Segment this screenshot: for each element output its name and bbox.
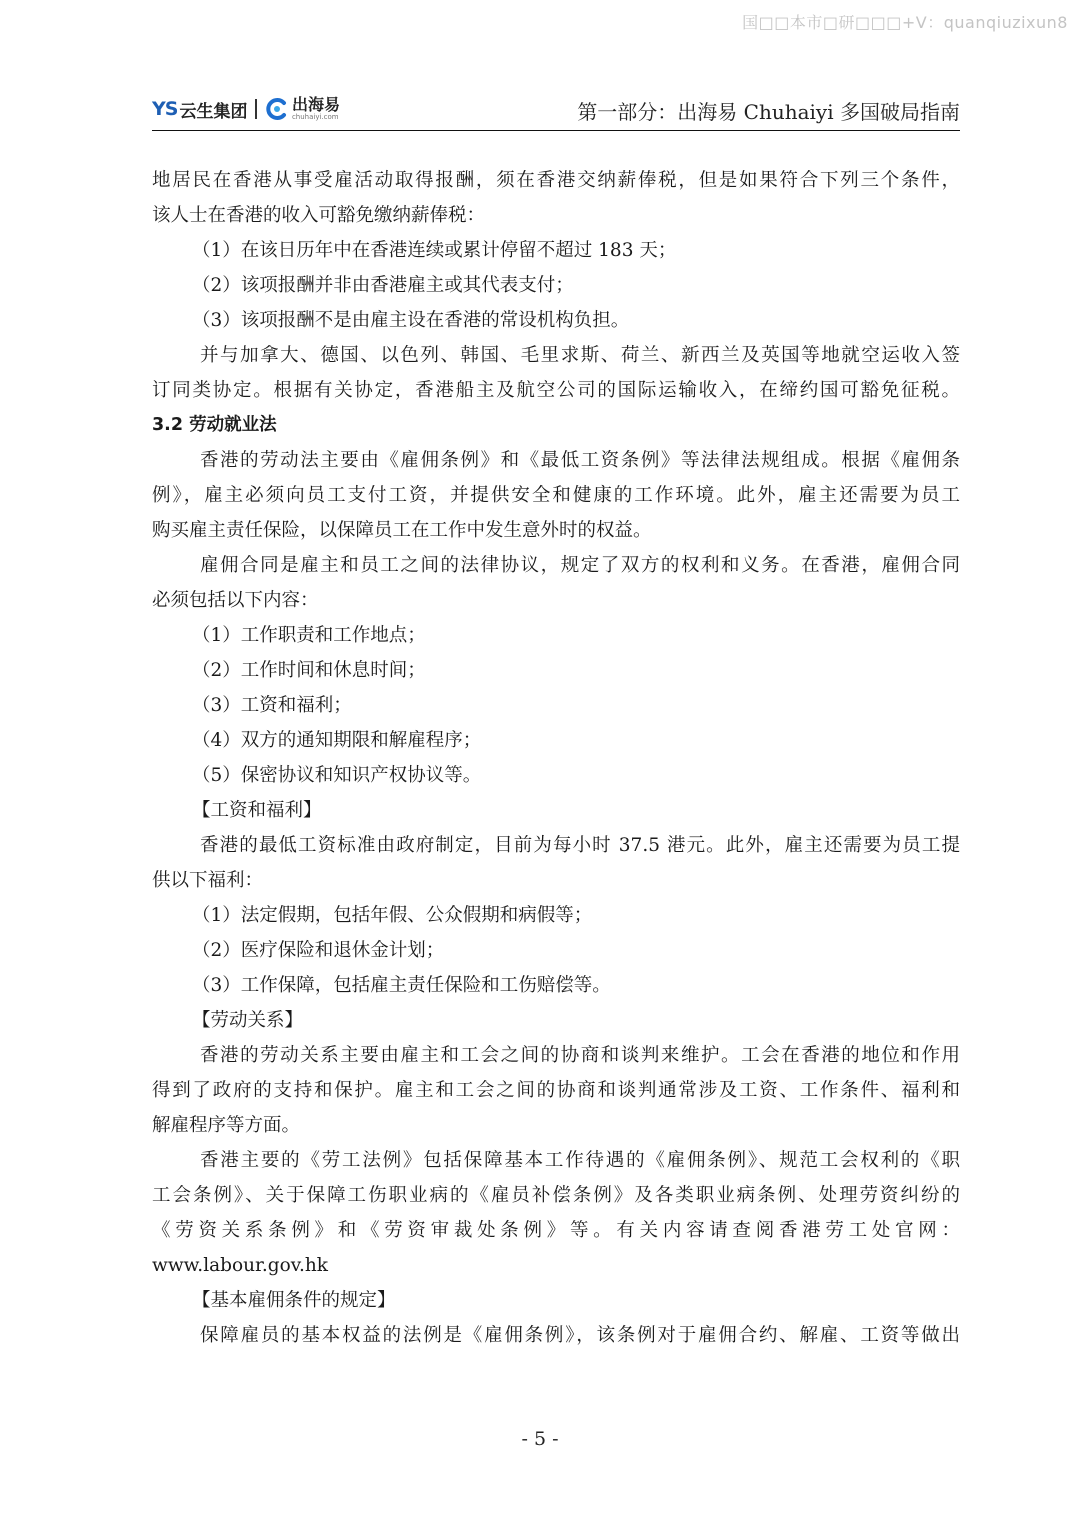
text-line: 工会条例》、关于保障工伤职业病的《雇员补偿条例》及各类职业病条例、处理劳资纠纷的 <box>152 1185 960 1206</box>
text-line: （5）保密协议和知识产权协议等。 <box>192 765 482 786</box>
section-heading: 3.2 劳动就业法 <box>152 415 277 435</box>
text-line: （3）工作保障，包括雇主责任保险和工伤赔偿等。 <box>192 975 611 996</box>
page-header <box>152 92 960 131</box>
text-line: （2）工作时间和休息时间； <box>192 660 426 681</box>
ys-logo-mark: YS <box>152 98 178 120</box>
text-line: 【基本雇佣条件的规定】 <box>192 1290 396 1311</box>
text-line: 购买雇主责任保险，以保障员工在工作中发生意外时的权益。 <box>152 520 652 541</box>
watermark: 国□□本市□研□□□+V：quanqiuzixun8 <box>742 13 1068 32</box>
text-line: 香港的劳动法主要由《雇佣条例》和《最低工资条例》等法律法规组成。根据《雇佣条 <box>200 450 960 471</box>
text-line: 地居民在香港从事受雇活动取得报酬，须在香港交纳薪俸税，但是如果符合下列三个条件， <box>152 170 960 191</box>
logo-group-name: 云生集团 <box>179 101 248 122</box>
logo-brand-name: 出海易 <box>291 95 340 114</box>
page-number: - 5 - <box>521 1428 559 1450</box>
text-line: （2）医疗保险和退休金计划； <box>192 940 445 961</box>
text-line: （1）法定假期，包括年假、公众假期和病假等； <box>192 905 593 926</box>
text-line: 雇佣合同是雇主和员工之间的法律协议，规定了双方的权利和义务。在香港，雇佣合同 <box>200 555 960 576</box>
text-line: 并与加拿大、德国、以色列、韩国、毛里求斯、荷兰、新西兰及英国等地就空运收入签 <box>200 345 960 366</box>
logo-divider <box>255 99 257 119</box>
text-line: 得到了政府的支持和保护。雇主和工会之间的协商和谈判通常涉及工资、工作条件、福利和 <box>152 1080 960 1101</box>
text-line: 例》，雇主必须向员工支付工资，并提供安全和健康的工作环境。此外，雇主还需要为员工 <box>152 485 960 506</box>
text-line: 香港的劳动关系主要由雇主和工会之间的协商和谈判来维护。工会在香港的地位和作用 <box>200 1045 960 1066</box>
text-line: 解雇程序等方面。 <box>152 1115 301 1136</box>
company-logo <box>152 94 340 124</box>
text-line: 必须包括以下内容： <box>152 590 319 611</box>
text-line: 《劳资关系条例》和《劳资审裁处条例》等。有关内容请查阅香港劳工处官网： <box>152 1220 960 1241</box>
text-line: （1）工作职责和工作地点； <box>192 625 426 646</box>
text-line: 【劳动关系】 <box>192 1010 304 1031</box>
text-line: （3）该项报酬不是由雇主设在香港的常设机构负担。 <box>192 310 630 331</box>
text-line: 香港主要的《劳工法例》包括保障基本工作待遇的《雇佣条例》、规范工会权利的《职 <box>200 1150 960 1171</box>
chuhaiyi-logo-icon <box>265 97 289 121</box>
logo-brand-url: chuhaiyi.com <box>291 113 339 121</box>
text-line: 该人士在香港的收入可豁免缴纳薪俸税： <box>152 205 486 226</box>
text-line: 【工资和福利】 <box>192 800 322 821</box>
text-line: 供以下福利： <box>152 870 264 891</box>
text-line: （1）在该日历年中在香港连续或累计停留不超过 183 天； <box>192 240 677 261</box>
text-line: （4）双方的通知期限和解雇程序； <box>192 730 482 751</box>
text-line: 订同类协定。根据有关协定，香港船主及航空公司的国际运输收入，在缔约国可豁免征税。 <box>152 380 960 401</box>
text-line: 香港的最低工资标准由政府制定，目前为每小时 37.5 港元。此外，雇主还需要为员工提 <box>200 835 960 856</box>
text-line: （2）该项报酬并非由香港雇主或其代表支付； <box>192 275 574 296</box>
header-title: 第一部分：出海易 Chuhaiyi 多国破局指南 <box>577 100 960 124</box>
text-line: 保障雇员的基本权益的法例是《雇佣条例》，该条例对于雇佣合约、解雇、工资等做出 <box>200 1325 960 1346</box>
text-line: www.labour.gov.hk <box>152 1255 328 1276</box>
body-text <box>152 163 960 1353</box>
text-line: （3）工资和福利； <box>192 695 352 716</box>
